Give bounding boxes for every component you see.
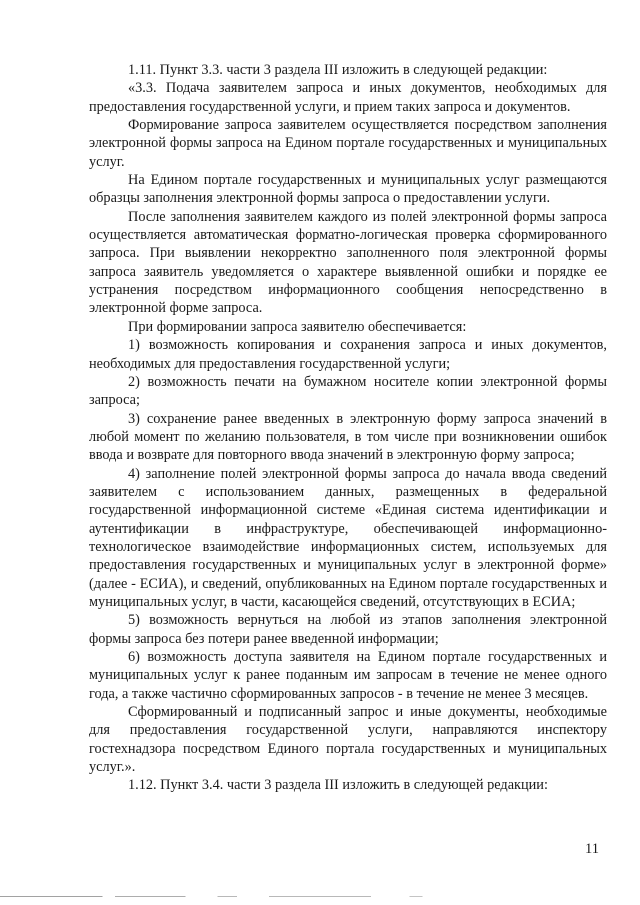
paragraph-provided-list-intro: При формировании запроса заявителю обеспечивается: xyxy=(128,318,467,335)
paragraph-samples: На Едином портале государственных и муниципальных услуг размещаются образцы заполнения электронной формы запроса о предоставлении услуги. xyxy=(89,172,607,207)
page-number: 11 xyxy=(585,841,599,857)
paragraph-3-3-heading: «3.3. Подача заявителем запроса и иных документов, необходимых для предоставления государственной услуги, и прием таких запроса и документов. xyxy=(89,80,607,115)
paragraph-request-forming: Формирование запроса заявителем осуществляется посредством заполнения электронной формы запроса на Едином портале государственных и муниципальных услуг. xyxy=(89,117,607,170)
list-item-5: 5) возможность вернуться на любой из этапов заполнения электронной формы запроса без потери ранее введенной информации; xyxy=(89,612,607,647)
list-item-3: 3) сохранение ранее введенных в электронную форму запроса значений в любой момент по желанию пользователя, в том числе при возникновении ошибок ввода и возврате для повторного ввода значений в электронную форму запроса; xyxy=(89,410,607,464)
paragraph-submission: Сформированный и подписанный запрос и иные документы, необходимые для предоставления государственной услуги, направляются инспектору гостехнадзора посредством Единого портала государственных и муниципальных услуг.». xyxy=(89,704,607,776)
paragraph-format-check: После заполнения заявителем каждого из полей электронной формы запроса осуществляется автоматическая форматно-логическая проверка сформированного запроса. При выявлении некорректно заполненного поля электронной формы запроса заявитель уведомляется о характере выявленной ошибки и порядке ее устранения посредством информационного сообщения непосредственно в электронной форме запроса. xyxy=(89,208,607,317)
list-item-1: 1) возможность копирования и сохранения запроса и иных документов, необходимых для предоставления государственной услуги; xyxy=(89,337,607,372)
document-body xyxy=(89,61,607,795)
list-item-6: 6) возможность доступа заявителя на Едином портале государственных и муниципальных услуг к ранее поданным им запросам в течение не менее одного года, а также частично сформированных запросов - в течение не менее 3 месяцев. xyxy=(89,649,607,702)
paragraph-1-11: 1.11. Пункт 3.3. части 3 раздела III изложить в следующей редакции: xyxy=(128,62,548,78)
scan-edge-line xyxy=(0,896,640,897)
list-item-2: 2) возможность печати на бумажном носителе копии электронной формы запроса; xyxy=(89,373,607,409)
list-item-4: 4) заполнение полей электронной формы запроса до начала ввода сведений заявителем с использованием данных, размещенных в федеральной государственной информационной системе «Единая система идентификации и аутентификации в инфраструктуре, обеспечивающей информационно-технологическое взаимодействие информационных систем, используемых для предоставления государственных и муниципальных услуг в электронной форме» (далее - ЕСИА), и сведений, опубликованных на Едином портале государственных и муниципальных услуг, в части, касающейся сведений, отсутствующих в ЕСИА; xyxy=(89,465,607,610)
paragraph-1-12: 1.12. Пункт 3.4. части 3 раздела III изложить в следующей редакции: xyxy=(128,777,548,794)
